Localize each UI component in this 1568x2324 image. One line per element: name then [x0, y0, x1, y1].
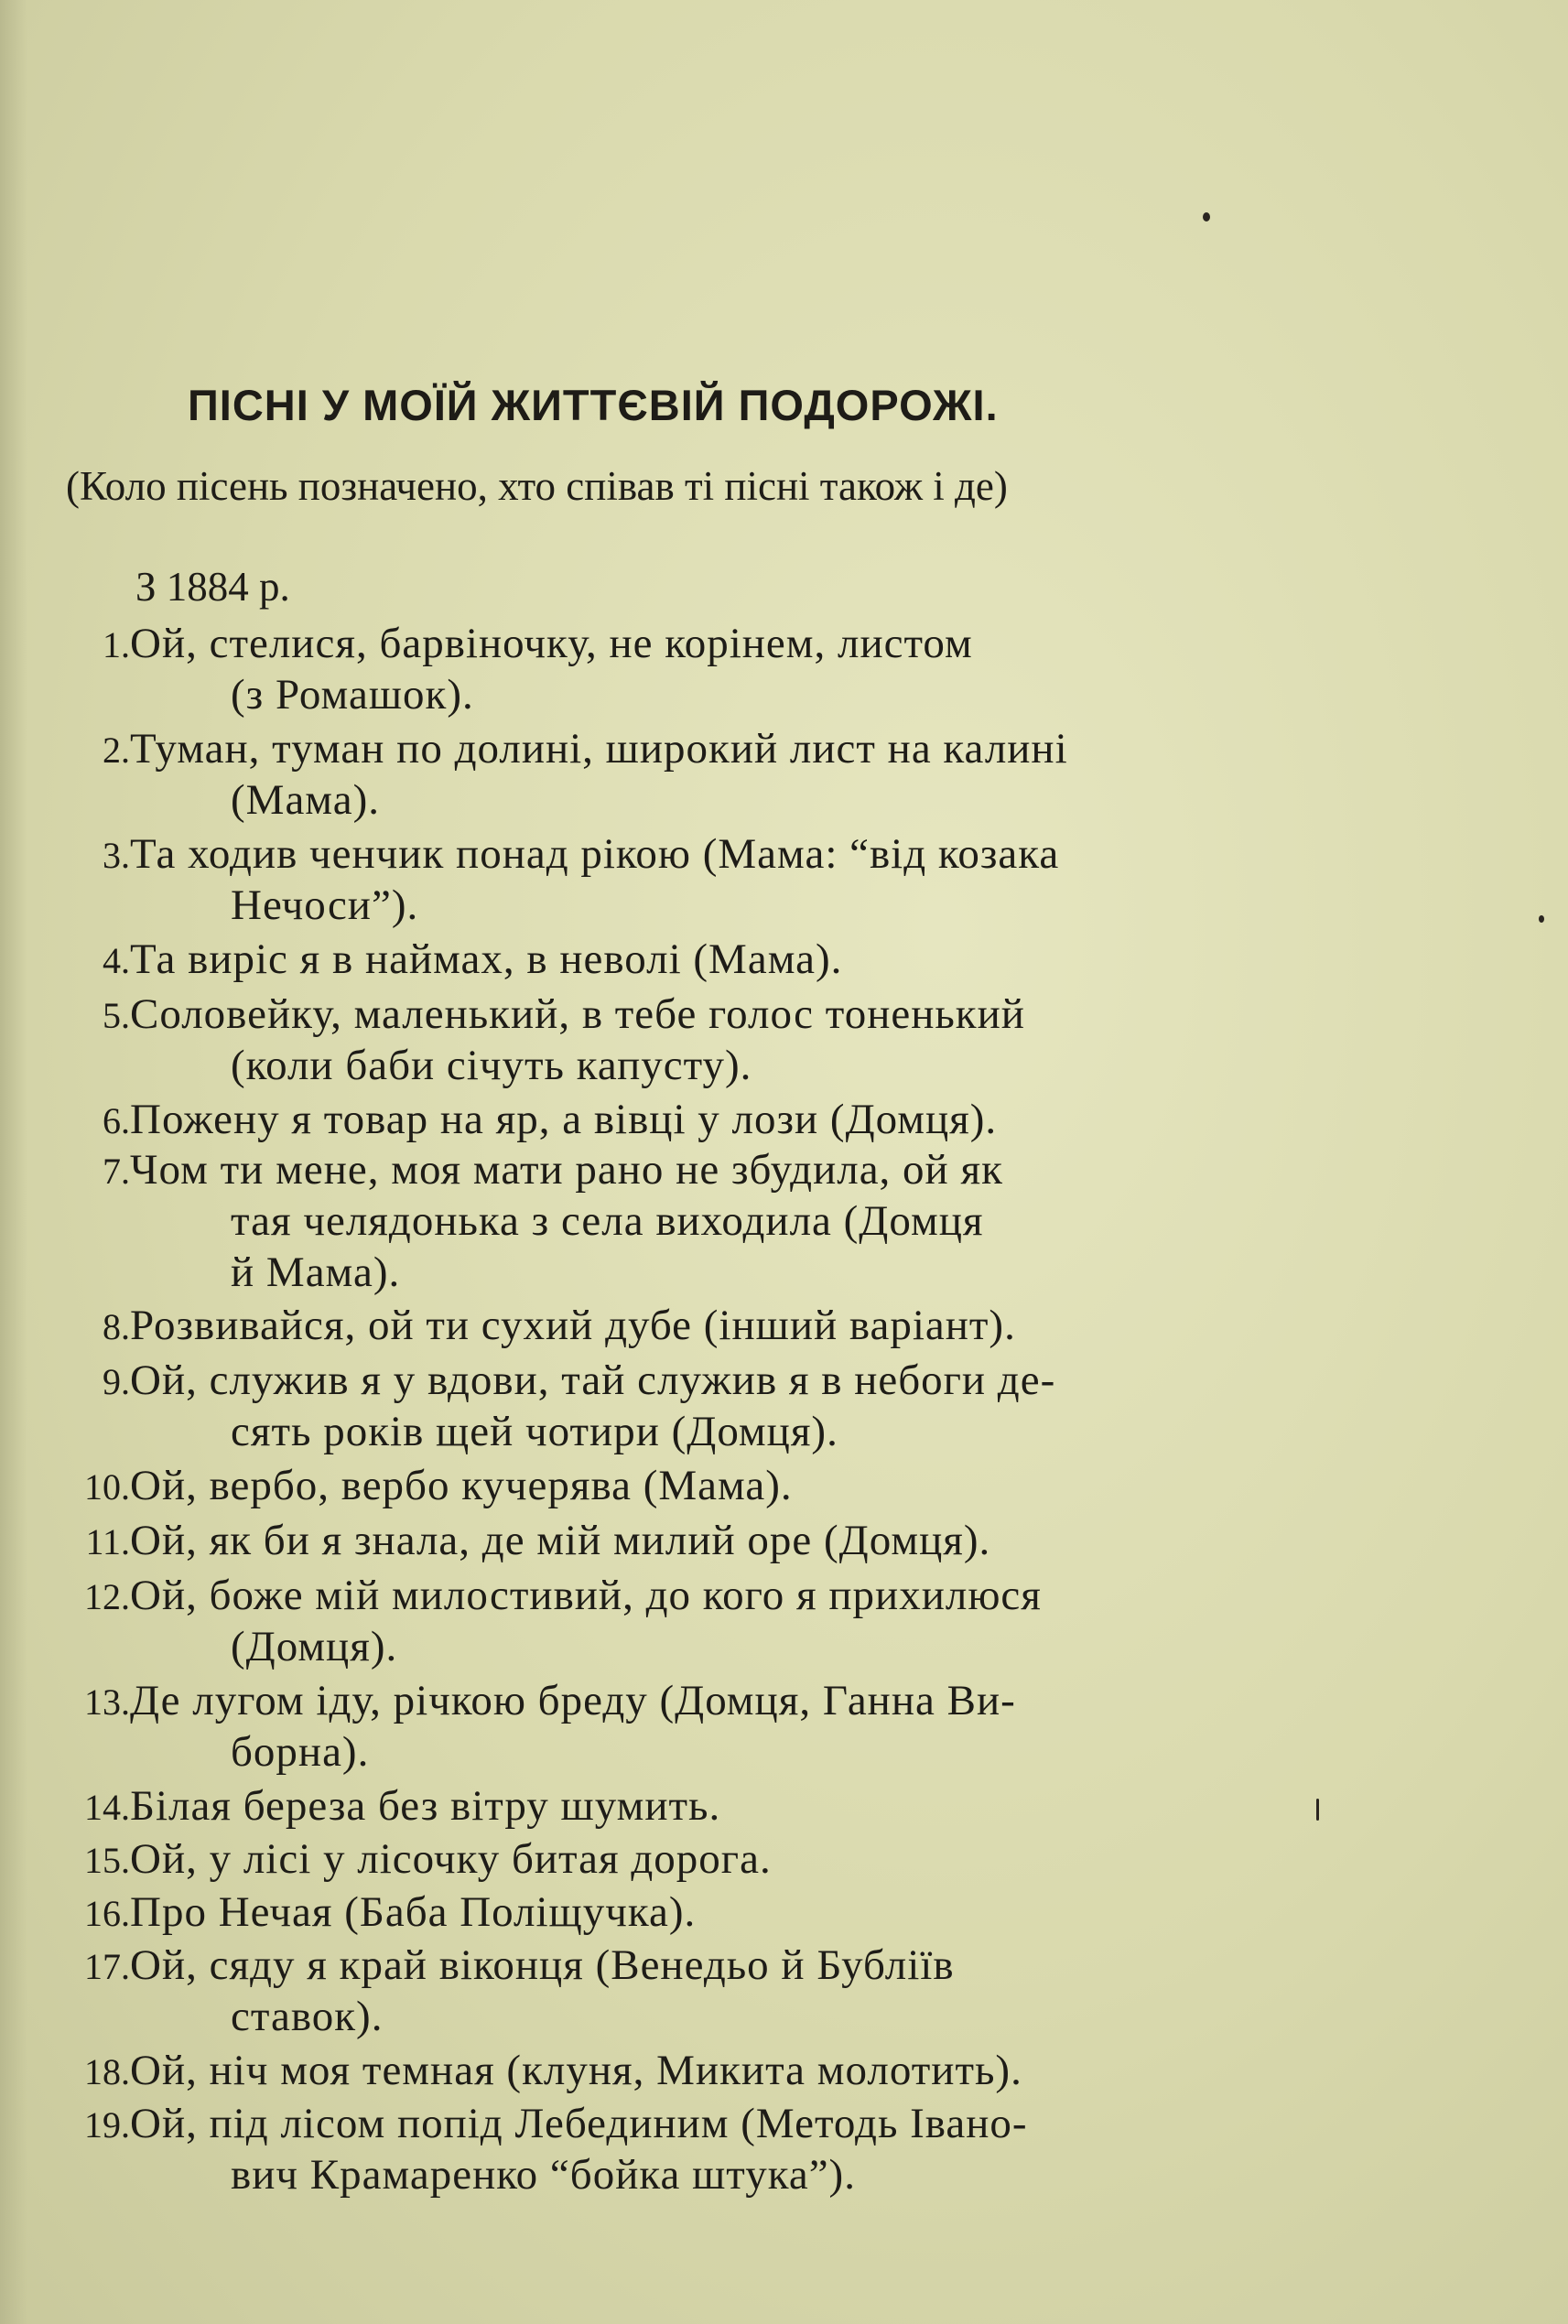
- song-line: Ой, у лісі у лісочку битая дорога.: [130, 1835, 772, 1883]
- song-line: Ой, боже мій милостивий, до кого я прихилюся: [130, 1572, 1042, 1619]
- song-line: Ой, стелися, барвіночку, не корінем, листом: [130, 620, 973, 667]
- song-line-continued: Нечоси”).: [231, 881, 419, 929]
- song-line-continued: борна).: [231, 1728, 370, 1776]
- song-text: [130, 934, 1320, 985]
- song-number: 10.: [84, 1466, 130, 1508]
- song-line: Соловейку, маленький, в тебе голос тоненький: [130, 990, 1025, 1038]
- song-line-continued: й Мама).: [231, 1248, 401, 1296]
- song-line-continued: ставок).: [231, 1993, 384, 2040]
- song-line-continued: вич Крамаренко “бойка штука”).: [231, 2151, 856, 2199]
- song-text: [130, 1144, 1320, 1298]
- song-number: 5.: [103, 995, 130, 1036]
- year-heading: З 1884 р.: [135, 564, 290, 610]
- page-title: ПІСНІ У МОЇЙ ЖИТТЄВІЙ ПОДОРОЖІ.: [188, 381, 999, 429]
- song-line: Про Нечая (Баба Поліщучка).: [130, 1888, 697, 1936]
- song-line: Розвивайся, ой ти сухий дубе (інший варіант).: [130, 1302, 1016, 1349]
- song-number: 18.: [84, 2051, 130, 2092]
- song-line-continued: (Домця).: [231, 1623, 398, 1670]
- song-line-continued: тая челядонька з села виходила (Домця: [231, 1197, 984, 1245]
- song-number: 15.: [84, 1840, 130, 1881]
- song-line-continued: сять років щей чотири (Домця).: [231, 1408, 838, 1455]
- song-text: [130, 1780, 1320, 1832]
- song-text: [130, 1300, 1320, 1351]
- song-line: Туман, туман по долині, широкий лист на калині: [130, 725, 1068, 773]
- song-text: [130, 1460, 1320, 1511]
- song-line: Білая береза без вітру шумить.: [130, 1782, 721, 1830]
- song-number: 14.: [84, 1787, 130, 1828]
- song-text: [130, 1094, 1320, 1145]
- song-number: 11.: [85, 1521, 130, 1562]
- song-number: 7.: [103, 1151, 130, 1192]
- song-number: 3.: [103, 835, 130, 876]
- song-number: 2.: [103, 730, 130, 771]
- song-number: 17.: [84, 1946, 130, 1987]
- song-number: 6.: [103, 1100, 130, 1141]
- song-line: Ой, сяду я край віконця (Венедьо й Бубліїв: [130, 1941, 955, 1989]
- song-line: Та виріс я в наймах, в неволі (Мама).: [130, 935, 843, 983]
- song-line: Пожену я товар на яр, а вівці у лози (Домця).: [130, 1096, 998, 1143]
- song-line: Ой, вербо, вербо кучерява (Мама).: [130, 1462, 793, 1509]
- song-text: [130, 1675, 1320, 1778]
- song-line-continued: (коли баби січуть капусту).: [231, 1042, 752, 1089]
- ink-speck: [1203, 212, 1210, 222]
- song-text: [130, 989, 1320, 1091]
- song-number: 1.: [103, 624, 130, 665]
- song-number: 8.: [103, 1306, 130, 1347]
- song-number: 9.: [103, 1361, 130, 1402]
- song-text: [130, 2098, 1320, 2200]
- ink-speck: [1539, 915, 1544, 923]
- song-line-continued: (Мама).: [231, 776, 380, 824]
- song-line: Ой, під лісом попід Лебединим (Методь Івано-: [130, 2100, 1028, 2147]
- song-line: Де лугом іду, річкою бреду (Домця, Ганна Ви-: [130, 1677, 1016, 1724]
- song-number: 13.: [84, 1681, 130, 1723]
- song-text: [130, 2045, 1320, 2096]
- song-line: Чом ти мене, моя мати рано не збудила, ой як: [130, 1146, 1003, 1194]
- song-text: [130, 1886, 1320, 1938]
- song-text: [130, 1940, 1320, 2042]
- song-number: 12.: [84, 1576, 130, 1617]
- song-text: [130, 828, 1320, 931]
- song-line: Та ходив ченчик понад рікою (Мама: “від козака: [130, 830, 1060, 878]
- song-line-continued: (з Ромашок).: [231, 671, 474, 719]
- song-line: Ой, ніч моя темная (клуня, Микита молотить).: [130, 2047, 1022, 2094]
- song-text: [130, 1355, 1320, 1457]
- song-number: 19.: [84, 2104, 130, 2146]
- page-subtitle: (Коло пісень позначено, хто співав ті пісні також і де): [66, 463, 1008, 509]
- song-text: [130, 723, 1320, 826]
- song-line: Ой, як би я знала, де мій милий оре (Домця).: [130, 1517, 991, 1564]
- song-text: [130, 618, 1320, 720]
- song-number: 4.: [103, 940, 130, 981]
- song-line: Ой, служив я у вдови, тай служив я в небоги де-: [130, 1357, 1056, 1404]
- page-edge-shadow: [0, 0, 27, 2324]
- song-number: 16.: [84, 1893, 130, 1934]
- song-text: [130, 1833, 1320, 1885]
- song-text: [130, 1515, 1320, 1566]
- song-text: [130, 1570, 1320, 1672]
